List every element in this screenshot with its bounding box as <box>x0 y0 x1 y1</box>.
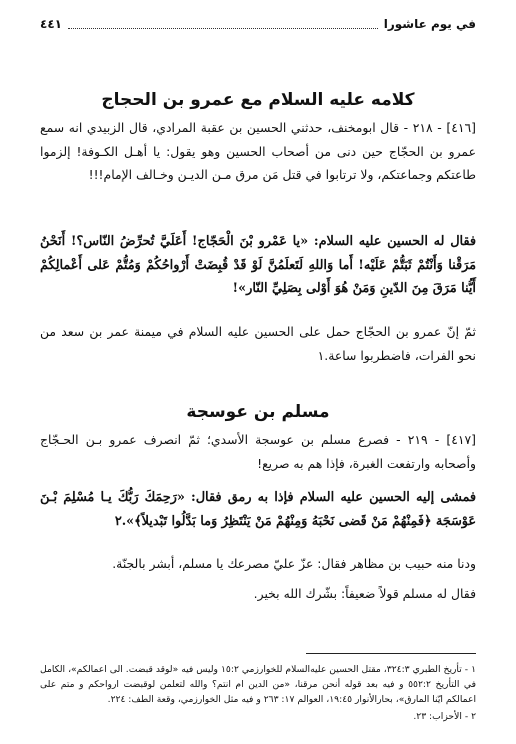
footnote-2: ٢ - الأحزاب: ٢٣. <box>413 711 476 722</box>
running-header <box>40 14 476 34</box>
footnote-1: ١ - تأريخ الطبري ٣٢٤:٣، مقتل الحسين عليه‌السلام للخوارزمي ١٥:٢ وليس فيه «لوقد قبضت. الى اعمالكم»، الكامل في التأريخ ٥٥٢:٢ و فيه بعد قوله أنحن مرقنا، «من الدين ام انتم؟ والله لتعلمن لوقبضت ارواحكم و متم على اعمالكم ايّنا المارق»، بحارالأنوار ١٩:٤٥، العوالم ١٧: ٢٦٣ و فيه مثل الخوارزمي، وقعة الطف: ٢٢٤. <box>40 664 477 705</box>
paragraph-amr-attack: ثمّ إنّ عمرو بن الحجّاج حمل على الحسين عليه السلام في ميمنة عمر بن سعد من نحو الفرات، فاضطربوا ساعة.١ <box>40 324 476 363</box>
paragraph-muslim-reply: فقال له مسلم قولاً ضعيفاً: بشّرك الله بخير. <box>253 586 476 601</box>
paragraph-husayn-speech: فقال له الحسين عليه السلام: «يا عَمْرو بْنَ الْحَجّاج! أَعَلَيَّ تُحرِّضُ النّاس؟! أَنَحْنُ مَرَقْنا وَأَنْتُمْ ثَبَتُّمْ عَلَيْه! أَما وَاللهِ لَتَعلَمُنَّ لَوْ قَدْ قُبِضَتْ أَرْواحُكُمْ وَمُتُّمْ عَلى أَعْمالِكُمْ أَيُّنا مَرَقَ مِنَ الدّينِ وَمَنْ هُوَ أَوْلى بِصَلِيِّ النّار»! <box>40 234 476 297</box>
section-title-amr-ibn-hajjaj: كلامه عليه السلام مع عمرو بن الحجاج <box>101 90 415 110</box>
paragraph-habib-ibn-muzahir: ودنا منه حبيب بن مظاهر فقال: عزّ عليّ مصرعك يا مسلم، أبشر بالجنّة. <box>112 556 476 571</box>
running-head-title: في يوم عاشورا <box>383 17 476 31</box>
header-dot-leader <box>68 20 378 29</box>
paragraph-husayn-prayer: فمشى إليه الحسين عليه السلام فإذا به رمق فقال: «رَحِمَكَ رَبُّكَ يـا مُسْلِمَ بْـنَ عَوْسَجَة ﴿فَمِنْهُمْ مَنْ قَضى نَحْبَهُ وَمِنْهُمْ مَنْ يَنْتَظِرُ وَما بَدَّلُوا تَبْديلاً﴾».٢ <box>40 490 476 529</box>
footnote-divider <box>306 653 476 654</box>
paragraph-416: [٤١٦] - ٢١٨ - قال ابومخنف، حدثني الحسين بن عقبة المرادي، قال الزبيدي انه سمع عمرو بن الحجّاج حين دنى من أصحاب الحسين وهو يقول: يا أهـل الكـوفة! إلزموا طاعتكم وجماعتكم، ولا ترتابوا في قتل مَن مرق مـن الديـن وخـالف الإمام!!! <box>40 120 476 183</box>
section-title-muslim-ibn-awsaja: مسلم بن عوسجة <box>186 402 330 422</box>
paragraph-417: [٤١٧] - ٢١٩ - فصرع مسلم بن عوسجة الأسدي؛ ثمّ انصرف عمرو بـن الحـجّاج وأصحابه وارتفعت الغبرة، فإذا هم به صريع! <box>40 432 476 471</box>
page-number: ٤٤١ <box>40 17 62 31</box>
